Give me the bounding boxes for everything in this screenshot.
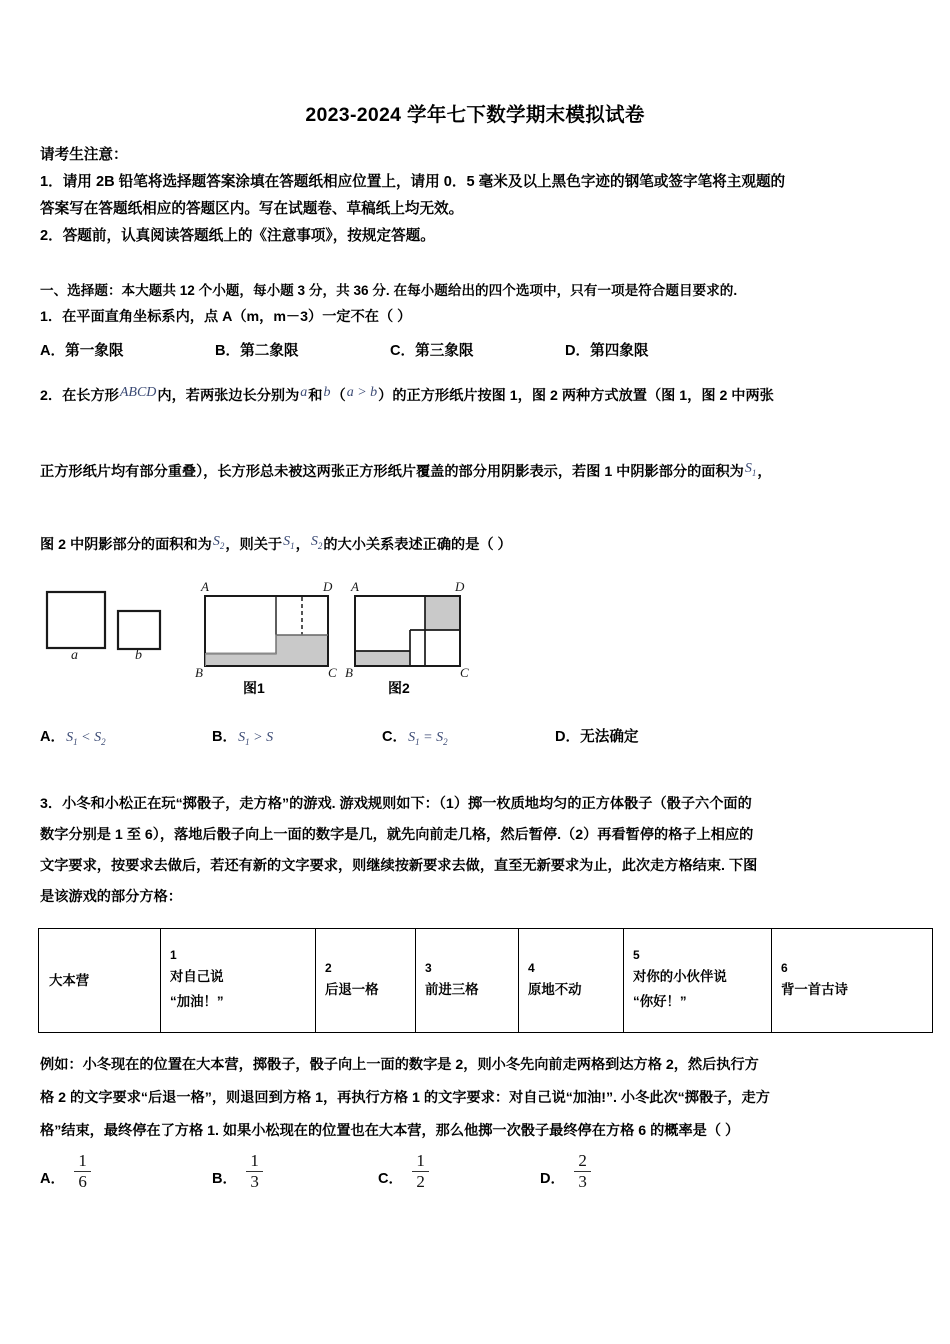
board-cell-2-number: 2 bbox=[325, 960, 332, 975]
question-1-options bbox=[40, 339, 740, 360]
notice-line-1: 1．请用 2B 铅笔将选择题答案涂填在答题纸相应位置上，请用 0．5 毫米及以上黑色字迹的钢笔或签字笔将主观题的 bbox=[40, 174, 786, 190]
question-1-stem: 1．在平面直角坐标系内，点 A（m，m－3）一定不在（ ） bbox=[40, 309, 412, 325]
q3-option-c-label: C． bbox=[378, 1170, 404, 1187]
q3-option-a-label: A． bbox=[40, 1170, 66, 1187]
board-cell-2-text: 后退一格 bbox=[325, 981, 379, 997]
fig2-square-b bbox=[410, 630, 460, 666]
board-cell-4[interactable] bbox=[519, 929, 624, 1033]
fig2-vertex-c: C bbox=[460, 665, 469, 680]
example-line-2: 格 2 的文字要求“后退一格”，则退回到方格 1，再执行方格 1 的文字要求：对自己说“加油!”. 小冬此次“掷骰子，走方 bbox=[40, 1090, 770, 1106]
q2-line3-b: ，则关于 bbox=[225, 537, 283, 553]
board-cell-1-text: 对自己说 bbox=[170, 969, 224, 984]
q2-line2-comma: ， bbox=[757, 464, 772, 480]
q3-option-a-denominator: 6 bbox=[78, 1171, 87, 1191]
board-cell-3[interactable] bbox=[416, 929, 519, 1033]
q2-line3-d: 的大小关系表述正确的是（ ） bbox=[323, 537, 512, 553]
fig1-square-b bbox=[276, 596, 328, 635]
board-cell-2[interactable] bbox=[316, 929, 416, 1033]
board-cell-6-number: 6 bbox=[781, 960, 788, 975]
square-b-shape bbox=[118, 611, 160, 649]
question-3-example bbox=[40, 1049, 930, 1148]
q1-option-d[interactable]: D．第四象限 bbox=[565, 343, 649, 359]
question-3-options bbox=[40, 1152, 740, 1207]
q3-line-1: 3．小冬和小松正在玩“掷骰子，走方格”的游戏. 游戏规则如下：（1）掷一枚质地均匀的正方体骰子（骰子六个面的 bbox=[40, 796, 752, 812]
q2-option-d-text: 无法确定 bbox=[580, 729, 639, 745]
math-var-s1-inline-1: $S_1$ bbox=[744, 461, 757, 478]
q3-option-a[interactable] bbox=[40, 1152, 91, 1191]
q2-text-d: （ bbox=[331, 388, 346, 404]
fig1-square-a bbox=[205, 596, 276, 654]
q2-line3-c: ， bbox=[295, 537, 310, 553]
fig2-vertex-d: D bbox=[455, 579, 465, 594]
q3-option-c[interactable] bbox=[378, 1152, 429, 1191]
fig2-shaded-bottom-left bbox=[356, 651, 410, 665]
q3-line-3: 文字要求，按要求去做后，若还有新的文字要求，则继续按新要求去做，直至无新要求为止，此次走方格结束. 下图 bbox=[40, 858, 758, 874]
figure-2-caption: 图2 bbox=[388, 680, 410, 696]
q3-option-c-fraction bbox=[412, 1152, 429, 1191]
notice-heading: 请考生注意： bbox=[40, 147, 128, 163]
q3-option-b-label: B． bbox=[212, 1170, 238, 1187]
q2-text-b: 内，若两张边长分别为 bbox=[157, 388, 300, 404]
board-cell-5-number: 5 bbox=[633, 948, 640, 962]
q3-option-d-label: D． bbox=[540, 1170, 566, 1187]
q3-option-d[interactable] bbox=[540, 1152, 591, 1191]
q2-line2-text: 正方形纸片均有部分重叠），长方形总未被这两张正方形纸片覆盖的部分用阴影表示，若图 1 中阴影部分的面积为 bbox=[40, 464, 744, 480]
q3-option-b-numerator: 1 bbox=[250, 1151, 259, 1170]
fig1-vertex-b: B bbox=[195, 665, 203, 680]
math-var-s2-inline-2: $S_2$ bbox=[310, 534, 323, 551]
math-var-abcd: ABCD bbox=[119, 385, 157, 400]
math-var-s2-inline-1: $S_2$ bbox=[212, 534, 225, 551]
q2-option-c-math: $S_1 = S_2$ bbox=[408, 730, 448, 747]
game-board-table bbox=[38, 928, 933, 1033]
q1-option-a[interactable]: A．第一象限 bbox=[40, 343, 124, 359]
example-line-1: 例如：小冬现在的位置在大本营，掷骰子，骰子向上一面的数字是 2，则小冬先向前走两格到达方格 2，然后执行方 bbox=[40, 1057, 759, 1073]
q2-option-d[interactable]: D．无法确定 bbox=[555, 729, 639, 745]
board-cell-1-text2: “加油！” bbox=[170, 994, 224, 1009]
q3-option-d-denominator: 3 bbox=[578, 1171, 587, 1191]
board-cell-1-number: 1 bbox=[170, 948, 177, 962]
example-line-3: 格”结束，最终停在了方格 1. 如果小松现在的位置也在大本营，那么他掷一次骰子最终停在方格 6 的概率是（ ） bbox=[40, 1123, 740, 1139]
fig1-shaded-region bbox=[206, 635, 329, 666]
board-cell-5-text: 对你的小伙伴说 bbox=[633, 969, 727, 984]
q2-option-b[interactable]: B．$S_1 > S$ bbox=[212, 729, 274, 747]
q3-option-b[interactable] bbox=[212, 1152, 263, 1191]
q2-text-a: 2．在长方形 bbox=[40, 388, 119, 404]
q3-option-a-numerator: 1 bbox=[78, 1151, 87, 1170]
q3-line-4: 是该游戏的部分方格： bbox=[40, 889, 182, 905]
math-var-a: a bbox=[300, 385, 308, 400]
q3-option-b-denominator: 3 bbox=[250, 1171, 259, 1191]
page-title: 2023-2024 学年七下数学期末模拟试卷 bbox=[305, 104, 645, 126]
q1-option-c[interactable]: C．第三象限 bbox=[390, 343, 474, 359]
square-b-label: b bbox=[135, 648, 142, 663]
candidate-notice bbox=[40, 142, 912, 250]
fig1-vertex-d: D bbox=[323, 579, 333, 594]
square-a-label: a bbox=[71, 648, 78, 663]
q3-option-c-denominator: 2 bbox=[416, 1171, 425, 1191]
board-cell-4-number: 4 bbox=[528, 960, 535, 975]
q3-line-2: 数字分别是 1 至 6），落地后骰子向上一面的数字是几，就先向前走几格，然后暂停.（2）再看暂停的格子上相应的 bbox=[40, 827, 754, 843]
q2-text-c: 和 bbox=[308, 388, 323, 404]
q3-option-a-fraction bbox=[74, 1152, 91, 1191]
q2-option-a[interactable]: A．$S_1 < S_2$ bbox=[40, 729, 106, 747]
q2-option-b-math: $S_1 > S$ bbox=[238, 730, 274, 747]
question-2-line-2 bbox=[40, 461, 940, 482]
board-cell-5[interactable] bbox=[624, 929, 772, 1033]
notice-line-2: 答案写在答题纸相应的答题区内。写在试题卷、草稿纸上均无效。 bbox=[40, 201, 464, 217]
q1-option-b[interactable]: B．第二象限 bbox=[215, 343, 299, 359]
math-var-s1-inline-2: $S_1$ bbox=[283, 534, 295, 551]
table-row bbox=[39, 929, 933, 1033]
board-cell-4-text: 原地不动 bbox=[528, 981, 582, 997]
board-cell-5-text2: “你好！” bbox=[633, 994, 687, 1009]
figure-1-caption: 图1 bbox=[243, 680, 265, 696]
question-2-figures bbox=[40, 578, 500, 703]
board-cell-6-text: 背一首古诗 bbox=[781, 981, 848, 997]
board-cell-3-text: 前进三格 bbox=[425, 981, 479, 997]
notice-line-3: 2．答题前，认真阅读答题纸上的《注意事项》，按规定答题。 bbox=[40, 228, 435, 244]
square-a-shape bbox=[47, 592, 105, 648]
fig1-vertex-a: A bbox=[201, 579, 209, 594]
q3-option-d-fraction bbox=[574, 1152, 591, 1191]
q3-option-d-numerator: 2 bbox=[578, 1151, 587, 1170]
question-2-line-3 bbox=[40, 534, 512, 555]
fig2-shaded-top-right bbox=[425, 597, 459, 630]
board-cell-base-camp[interactable] bbox=[39, 929, 161, 1033]
math-var-a-gt-b: a > b bbox=[346, 385, 378, 400]
math-var-b: b bbox=[323, 385, 331, 400]
board-cell-1[interactable] bbox=[161, 929, 316, 1033]
question-2-line-1 bbox=[40, 385, 935, 405]
board-cell-3-number: 3 bbox=[425, 960, 432, 975]
fig2-vertex-b: B bbox=[345, 665, 353, 680]
q3-option-c-numerator: 1 bbox=[416, 1151, 425, 1170]
q2-option-c[interactable]: C．$S_1 = S_2$ bbox=[382, 729, 448, 747]
board-cell-base-camp-label: 大本营 bbox=[49, 972, 90, 988]
fig2-vertex-a: A bbox=[351, 579, 359, 594]
fig1-vertex-c: C bbox=[328, 665, 337, 680]
section-heading: 一、选择题：本大题共 12 个小题，每小题 3 分，共 36 分. 在每小题给出的四个选项中，只有一项是符合题目要求的. bbox=[40, 283, 738, 298]
figures-svg bbox=[40, 578, 500, 703]
q2-text-e: ）的正方形纸片按图 1，图 2 两种方式放置（图 1，图 2 中两张 bbox=[378, 388, 774, 404]
q2-option-a-math: $S_1 < S_2$ bbox=[66, 730, 106, 747]
board-cell-6[interactable] bbox=[772, 929, 933, 1033]
q3-option-b-fraction bbox=[246, 1152, 263, 1191]
question-3-text bbox=[40, 789, 930, 913]
q2-line3-a: 图 2 中阴影部分的面积和为 bbox=[40, 537, 212, 553]
